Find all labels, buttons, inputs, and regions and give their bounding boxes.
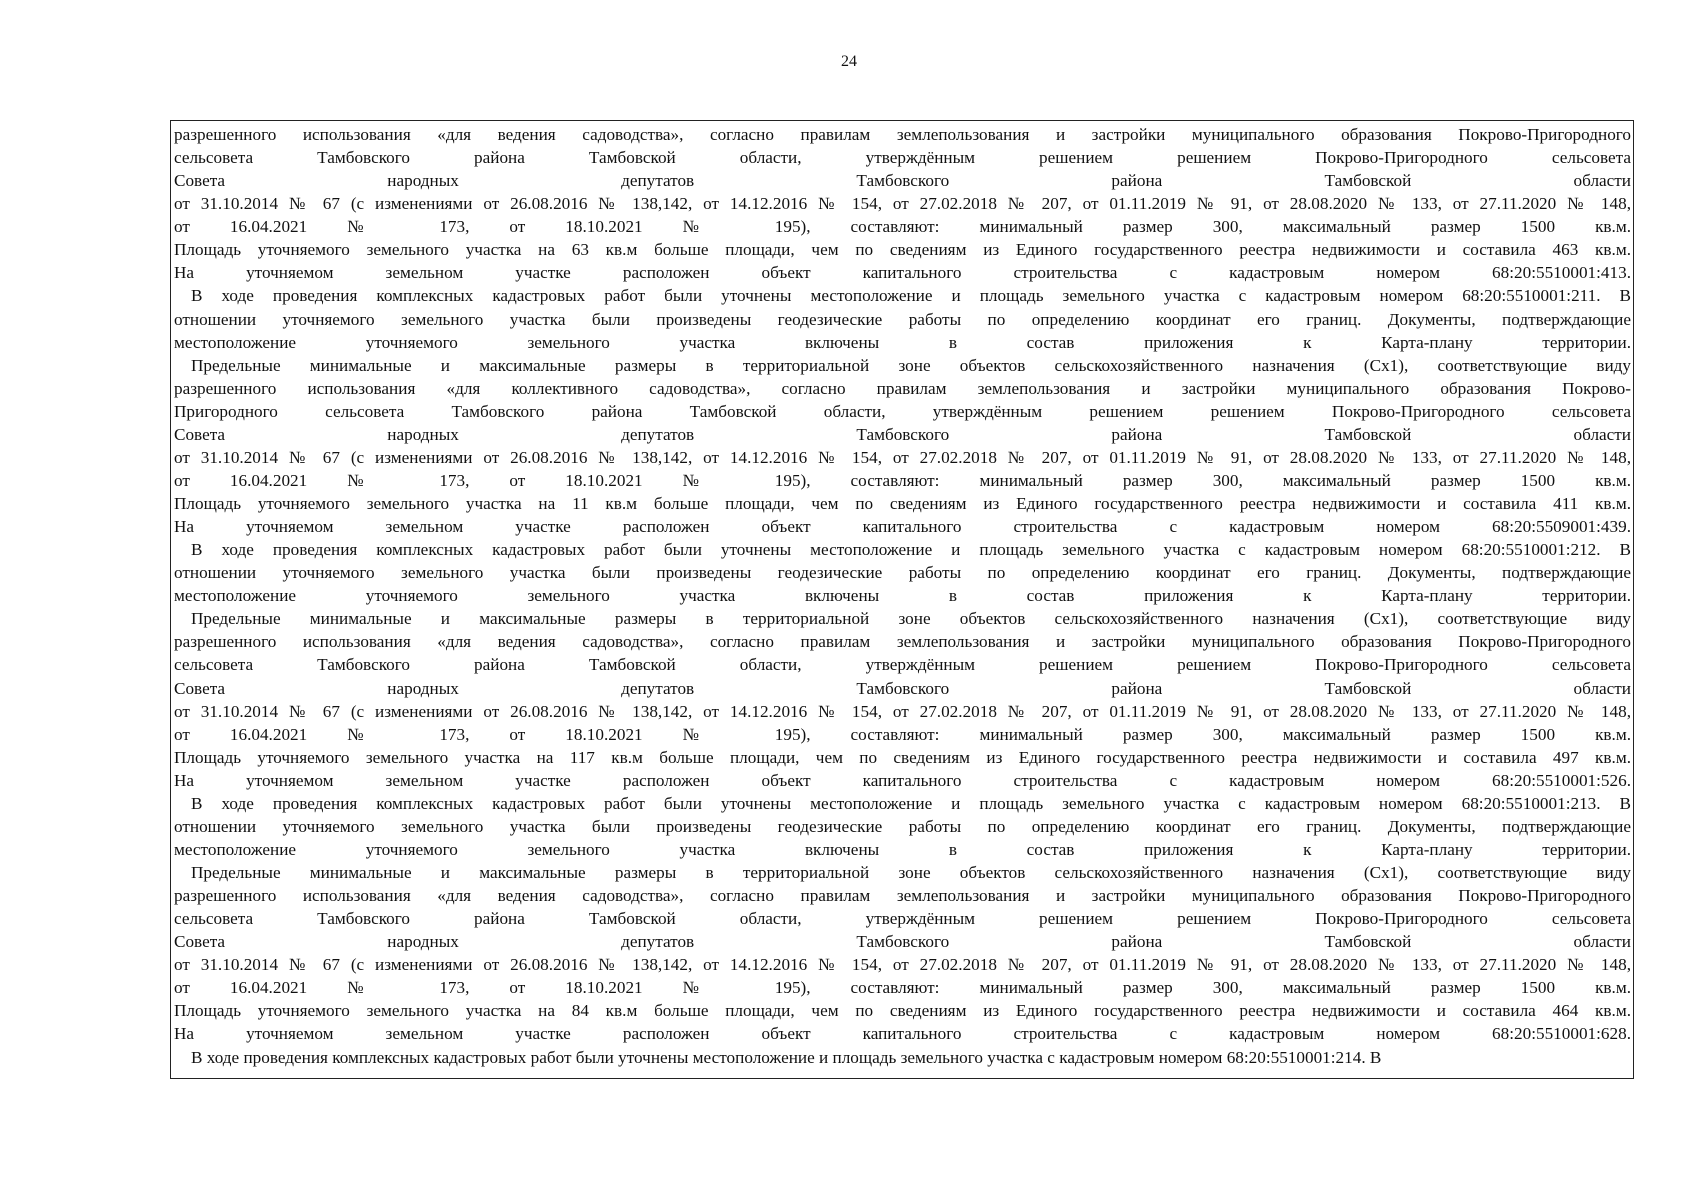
text-line: сельсовета Тамбовского района Тамбовской области, утверждённым решением решением Покрово-Пригородного сельсовета (174, 655, 1631, 675)
text-line: разрешенного использования «для ведения садоводства», согласно правилам землепользования и застройки муниципального образования Покрово-Пригородного (174, 632, 1631, 652)
text-line: от 16.04.2021 № 173, от 18.10.2021 № 195), составляют: минимальный размер 300, максимальный размер 1500 кв.м. (174, 217, 1631, 237)
text-line: местоположение уточняемого земельного участка включены в состав приложения к Карта-плану территории. (174, 332, 1631, 352)
text-line: Площадь уточняемого земельного участка на 117 кв.м больше площади, чем по сведениям из Единого государственного реестра недвижимости и составила 497 кв.м. (174, 747, 1631, 767)
text-line: Площадь уточняемого земельного участка на 84 кв.м больше площади, чем по сведениям из Единого государственного реестра недвижимости и составила 464 кв.м. (174, 1001, 1631, 1021)
text-line: На уточняемом земельном участке расположен объект капитального строительства с кадастровым номером 68:20:5510001:628. (174, 1024, 1631, 1044)
text-line: Совета народных депутатов Тамбовского района Тамбовской области (174, 932, 1631, 952)
text-line: Совета народных депутатов Тамбовского района Тамбовской области (174, 678, 1631, 698)
text-line: разрешенного использования «для коллективного садоводства», согласно правилам землепользования и застройки муниципального образования Покрово- (174, 378, 1631, 398)
text-line: Предельные минимальные и максимальные размеры в территориальной зоне объектов сельскохозяйственного назначения (Сх1), соответствующие виду (191, 355, 1631, 375)
text-line: от 16.04.2021 № 173, от 18.10.2021 № 195), составляют: минимальный размер 300, максимальный размер 1500 кв.м. (174, 978, 1631, 998)
document-text-body (174, 123, 1631, 1069)
text-line: отношении уточняемого земельного участка были произведены геодезические работы по определению координат его границ. Документы, подтверждающие (174, 816, 1631, 836)
text-line: Предельные минимальные и максимальные размеры в территориальной зоне объектов сельскохозяйственного назначения (Сх1), соответствующие виду (191, 609, 1631, 629)
text-line: Совета народных депутатов Тамбовского района Тамбовской области (174, 171, 1631, 191)
text-line: сельсовета Тамбовского района Тамбовской области, утверждённым решением решением Покрово-Пригородного сельсовета (174, 148, 1631, 168)
document-text-frame (170, 120, 1634, 1079)
text-line: от 31.10.2014 № 67 (с изменениями от 26.08.2016 № 138,142, от 14.12.2016 № 154, от 27.02.2018 № 207, от 01.11.2019 № 91, от 28.08.2020 № 133, от 27.11.2020 № 148, (174, 194, 1631, 214)
text-line: В ходе проведения комплексных кадастровых работ были уточнены местоположение и площадь земельного участка с кадастровым номером 68:20:5510001:214. В (191, 1047, 1382, 1067)
text-line: отношении уточняемого земельного участка были произведены геодезические работы по определению координат его границ. Документы, подтверждающие (174, 309, 1631, 329)
text-line: Площадь уточняемого земельного участка на 63 кв.м больше площади, чем по сведениям из Единого государственного реестра недвижимости и составила 463 кв.м. (174, 240, 1631, 260)
text-line: Предельные минимальные и максимальные размеры в территориальной зоне объектов сельскохозяйственного назначения (Сх1), соответствующие виду (191, 863, 1631, 882)
text-line: В ходе проведения комплексных кадастровых работ были уточнены местоположение и площадь земельного участка с кадастровым номером 68:20:5510001:213. В (191, 793, 1631, 813)
text-line: Совета народных депутатов Тамбовского района Тамбовской области (174, 424, 1631, 444)
text-line: от 31.10.2014 № 67 (с изменениями от 26.08.2016 № 138,142, от 14.12.2016 № 154, от 27.02.2018 № 207, от 01.11.2019 № 91, от 28.08.2020 № 133, от 27.11.2020 № 148, (174, 955, 1631, 975)
text-line: разрешенного использования «для ведения садоводства», согласно правилам землепользования и застройки муниципального образования Покрово-Пригородного (174, 125, 1631, 144)
text-line: от 31.10.2014 № 67 (с изменениями от 26.08.2016 № 138,142, от 14.12.2016 № 154, от 27.02.2018 № 207, от 01.11.2019 № 91, от 28.08.2020 № 133, от 27.11.2020 № 148, (174, 701, 1631, 721)
text-line: местоположение уточняемого земельного участка включены в состав приложения к Карта-плану территории. (174, 586, 1631, 606)
text-line: Площадь уточняемого земельного участка на 11 кв.м больше площади, чем по сведениям из Единого государственного реестра недвижимости и составила 411 кв.м. (174, 494, 1631, 513)
text-line: от 16.04.2021 № 173, от 18.10.2021 № 195), составляют: минимальный размер 300, максимальный размер 1500 кв.м. (174, 724, 1631, 744)
text-line: разрешенного использования «для ведения садоводства», согласно правилам землепользования и застройки муниципального образования Покрово-Пригородного (174, 886, 1631, 906)
text-line: На уточняемом земельном участке расположен объект капитального строительства с кадастровым номером 68:20:5510001:413. (174, 263, 1631, 283)
text-line: На уточняемом земельном участке расположен объект капитального строительства с кадастровым номером 68:20:5509001:439. (174, 517, 1631, 537)
text-line: от 16.04.2021 № 173, от 18.10.2021 № 195), составляют: минимальный размер 300, максимальный размер 1500 кв.м. (174, 470, 1631, 490)
text-line: На уточняемом земельном участке расположен объект капитального строительства с кадастровым номером 68:20:5510001:526. (174, 770, 1631, 790)
text-line: местоположение уточняемого земельного участка включены в состав приложения к Карта-плану территории. (174, 839, 1631, 859)
text-line: Пригородного сельсовета Тамбовского района Тамбовской области, утверждённым решением решением Покрово-Пригородного сельсовета (174, 401, 1631, 421)
text-line: сельсовета Тамбовского района Тамбовской области, утверждённым решением решением Покрово-Пригородного сельсовета (174, 909, 1631, 929)
text-line: от 31.10.2014 № 67 (с изменениями от 26.08.2016 № 138,142, от 14.12.2016 № 154, от 27.02.2018 № 207, от 01.11.2019 № 91, от 28.08.2020 № 133, от 27.11.2020 № 148, (174, 447, 1631, 467)
text-line: отношении уточняемого земельного участка были произведены геодезические работы по определению координат его границ. Документы, подтверждающие (174, 563, 1631, 583)
page-number: 24 (841, 53, 857, 70)
text-line: В ходе проведения комплексных кадастровых работ были уточнены местоположение и площадь земельного участка с кадастровым номером 68:20:5510001:211. В (191, 286, 1631, 306)
text-line: В ходе проведения комплексных кадастровых работ были уточнены местоположение и площадь земельного участка с кадастровым номером 68:20:5510001:212. В (191, 540, 1631, 560)
